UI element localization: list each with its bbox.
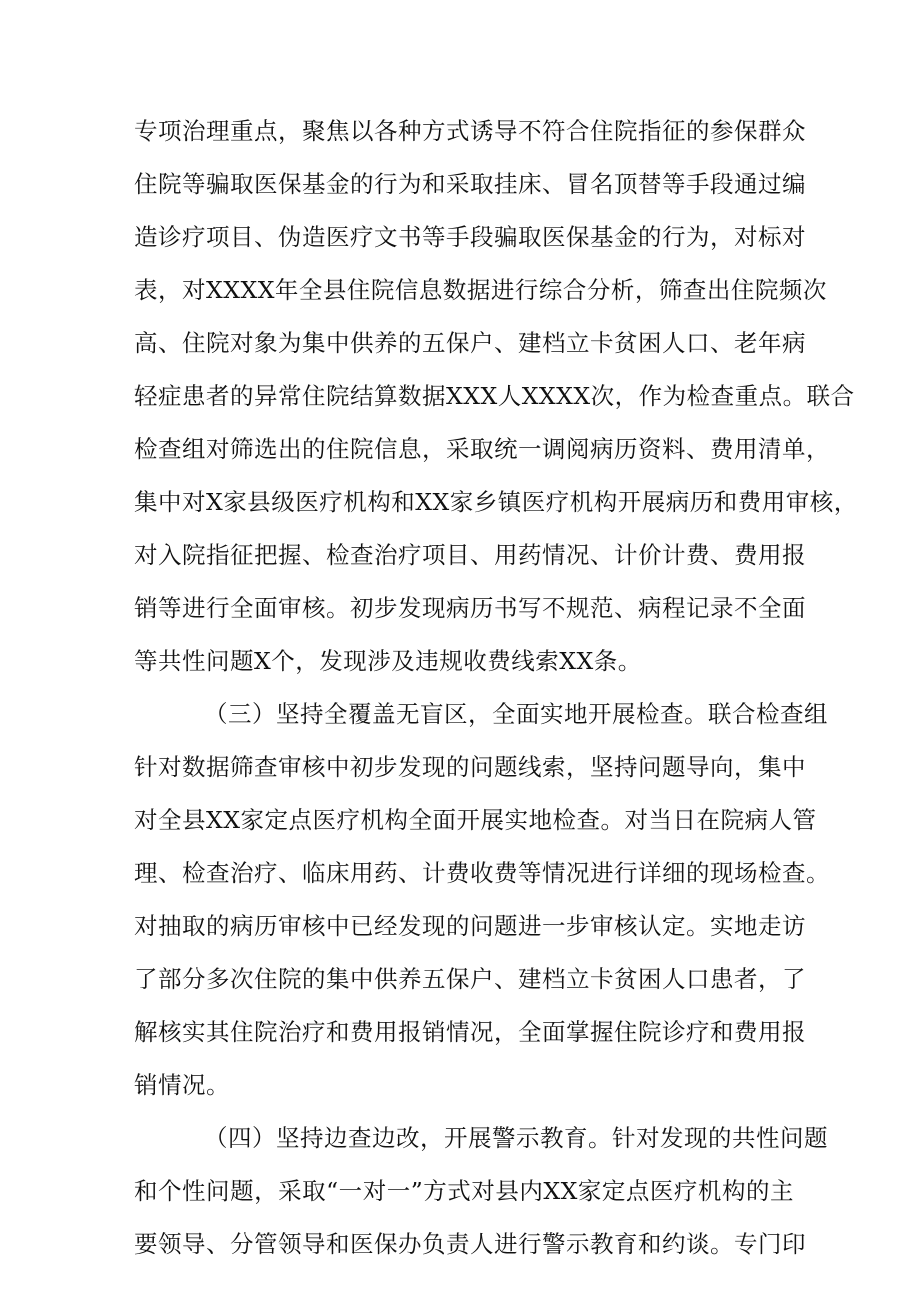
text-line: 针对数据筛查审核中初步发现的问题线索，坚持问题导向，集中 xyxy=(134,753,806,781)
text-line: 要领导、分管领导和医保办负责人进行警示教育和约谈。专门印 xyxy=(134,1230,806,1258)
text-line: 理、检查治疗、临床用药、计费收费等情况进行详细的现场检查。 xyxy=(134,859,830,887)
text-line: 高、住院对象为集中供养的五保户、建档立卡贫困人口、老年病 xyxy=(134,329,806,357)
text-line: 对全县XX家定点医疗机构全面开展实地检查。对当日在院病人管 xyxy=(134,806,817,834)
text-line: 等共性问题X个，发现涉及违规收费线索XX条。 xyxy=(134,647,642,675)
text-line: 住院等骗取医保基金的行为和采取挂床、冒名顶替等手段通过编 xyxy=(134,170,806,198)
text-line: 对入院指征把握、检查治疗项目、用药情况、计价计费、费用报 xyxy=(134,541,806,569)
text-line: 集中对X家县级医疗机构和XX家乡镇医疗机构开展病历和费用审核， xyxy=(134,488,858,516)
text-line: 销情况。 xyxy=(134,1071,230,1099)
text-line: 销等进行全面审核。初步发现病历书写不规范、病程记录不全面 xyxy=(134,594,806,622)
text-line: 专项治理重点，聚焦以各种方式诱导不符合住院指征的参保群众 xyxy=(134,117,806,145)
text-line: 和个性问题，采取“一对一”方式对县内XX家定点医疗机构的主 xyxy=(134,1177,794,1205)
text-line: 检查组对筛选出的住院信息，采取统一调阅病历资料、费用清单， xyxy=(134,435,830,463)
text-line: 解核实其住院治疗和费用报销情况，全面掌握住院诊疗和费用报 xyxy=(134,1018,806,1046)
section-heading-line: （三）坚持全覆盖无盲区，全面实地开展检查。联合检查组 xyxy=(204,700,828,728)
text-line: 了部分多次住院的集中供养五保户、建档立卡贫困人口患者，了 xyxy=(134,965,806,993)
text-line: 造诊疗项目、伪造医疗文书等手段骗取医保基金的行为，对标对 xyxy=(134,223,806,251)
text-line: 轻症患者的异常住院结算数据XXX人XXXX次，作为检查重点。联合 xyxy=(134,382,855,410)
text-line: 对抽取的病历审核中已经发现的问题进一步审核认定。实地走访 xyxy=(134,912,806,940)
text-line: 表，对XXXX年全县住院信息数据进行综合分析，筛查出住院频次 xyxy=(134,276,827,304)
section-heading-line: （四）坚持边查边改，开展警示教育。针对发现的共性问题 xyxy=(204,1124,828,1152)
